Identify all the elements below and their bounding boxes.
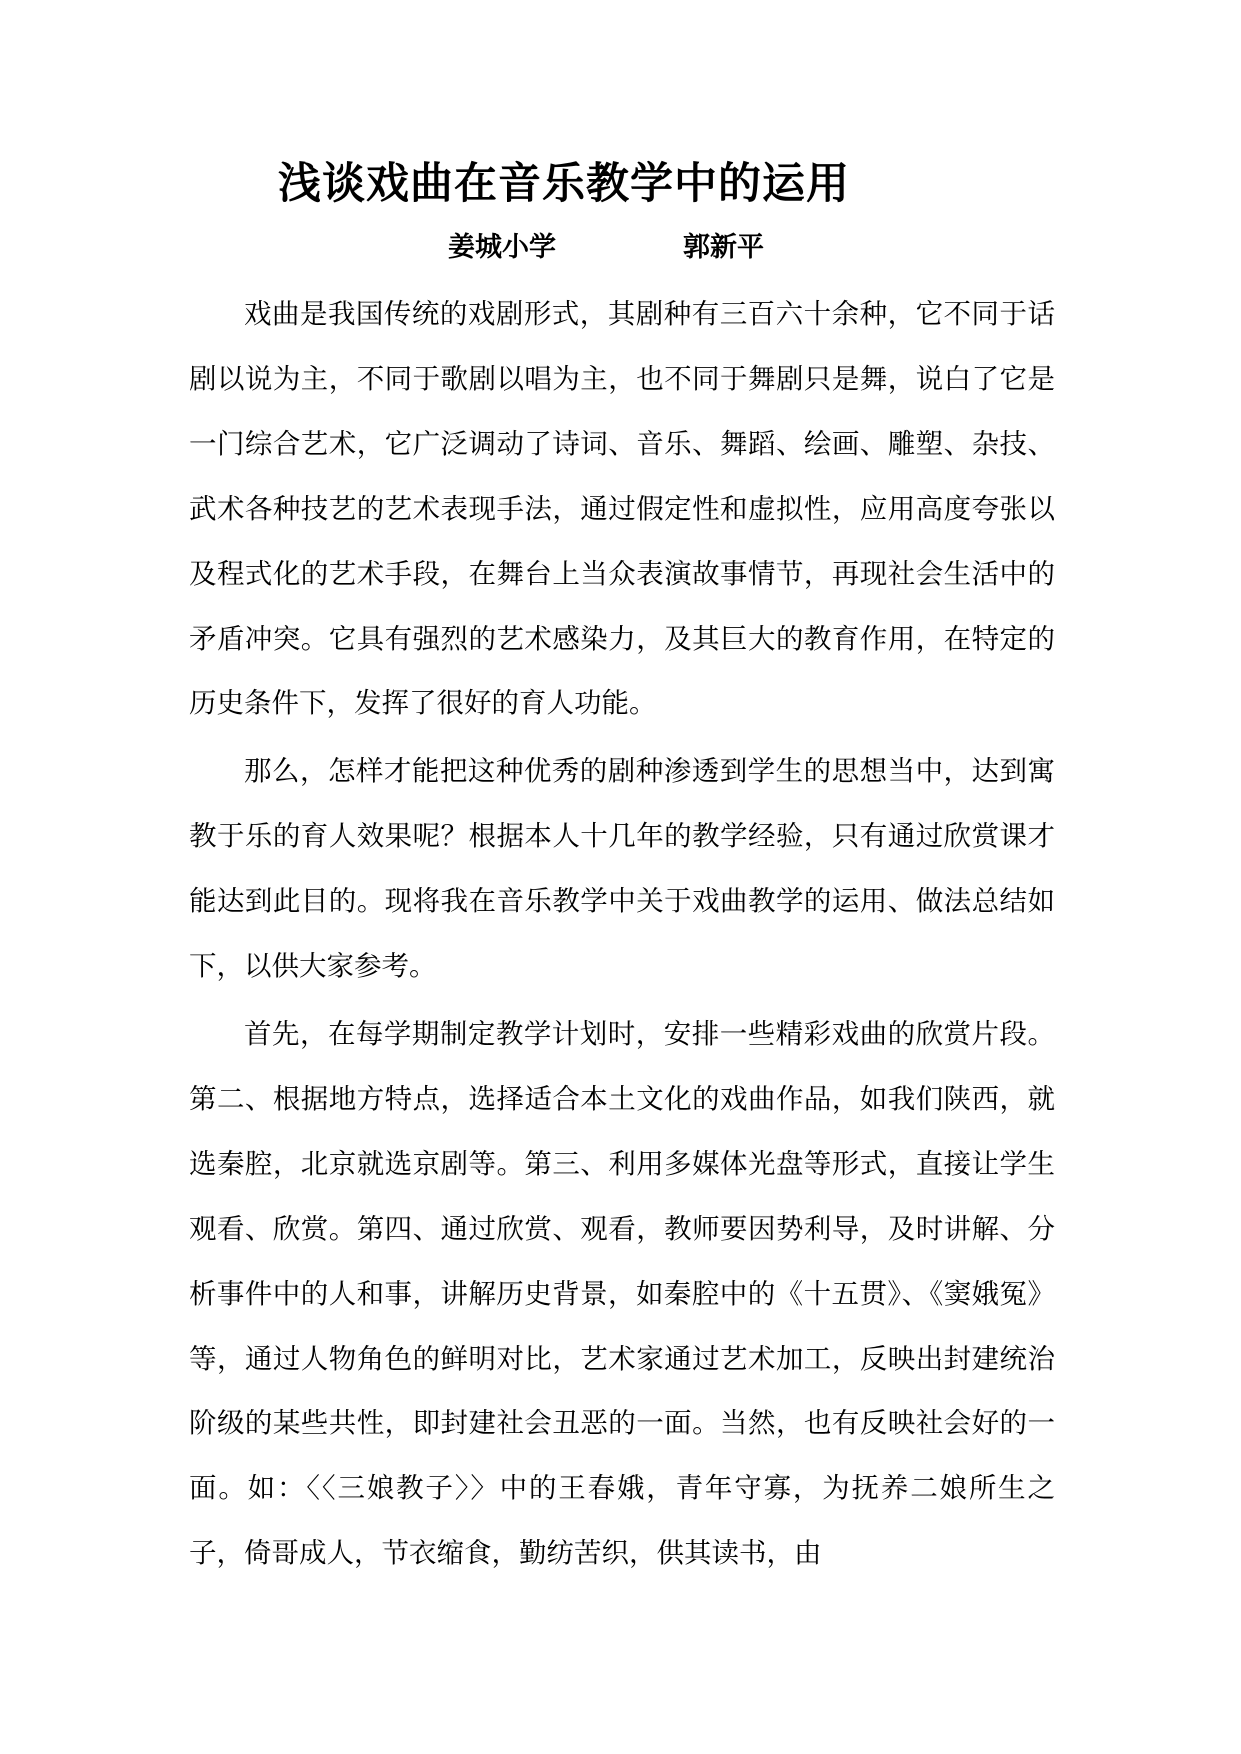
paragraph-1: 戏曲是我国传统的戏剧形式，其剧种有三百六十余种，它不同于话剧以说为主，不同于歌剧以唱为主，也不同于舞剧只是舞，说白了它是一门综合艺术，它广泛调动了诗词、音乐、舞蹈、绘画、雕塑、杂技、武术各种技艺的艺术表现手法，通过假定性和虚拟性，应用高度夸张以及程式化的艺术手段，在舞台上当众表演故事情节，再现社会生活中的矛盾冲突。它具有强烈的艺术感染力，及其巨大的教育作用，在特定的历史条件下，发挥了很好的育人功能。	[189, 298, 1055, 720]
paragraph-3: 首先，在每学期制定教学计划时，安排一些精彩戏曲的欣赏片段。第二、根据地方特点，选择适合本土文化的戏曲作品，如我们陕西，就选秦腔，北京就选京剧等。第三、利用多媒体光盘等形式，直接让学生观看、欣赏。第四、通过欣赏、观看，教师要因势利导，及时讲解、分析事件中的人和事，讲解历史背景，如秦腔中的《十五贯》、《窦娥冤》等，通过人物角色的鲜明对比，艺术家通过艺术加工，反映出封建统治阶级的某些共性，即封建社会丑恶的一面。当然，也有反映社会好的一面。如：〈〈三娘教子〉〉中的王春娥，青年守寡，为抚养二娘所生之子，倚哥成人，节衣缩食，勤纺苦织，供其读书，由	[189, 1017, 1055, 1570]
paragraph-2: 那么，怎样才能把这种优秀的剧种渗透到学生的思想当中，达到寓教于乐的育人效果呢？根据本人十几年的教学经验，只有通过欣赏课才能达到此目的。现将我在音乐教学中关于戏曲教学的运用、做法总结如下，以供大家参考。	[189, 755, 1055, 983]
byline	[0, 225, 1241, 271]
school-name: 姜城小学	[448, 232, 556, 263]
document-title: 浅谈戏曲在音乐教学中的运用	[278, 159, 850, 209]
author-name: 郭新平	[683, 232, 764, 263]
body-text	[189, 282, 1055, 1589]
